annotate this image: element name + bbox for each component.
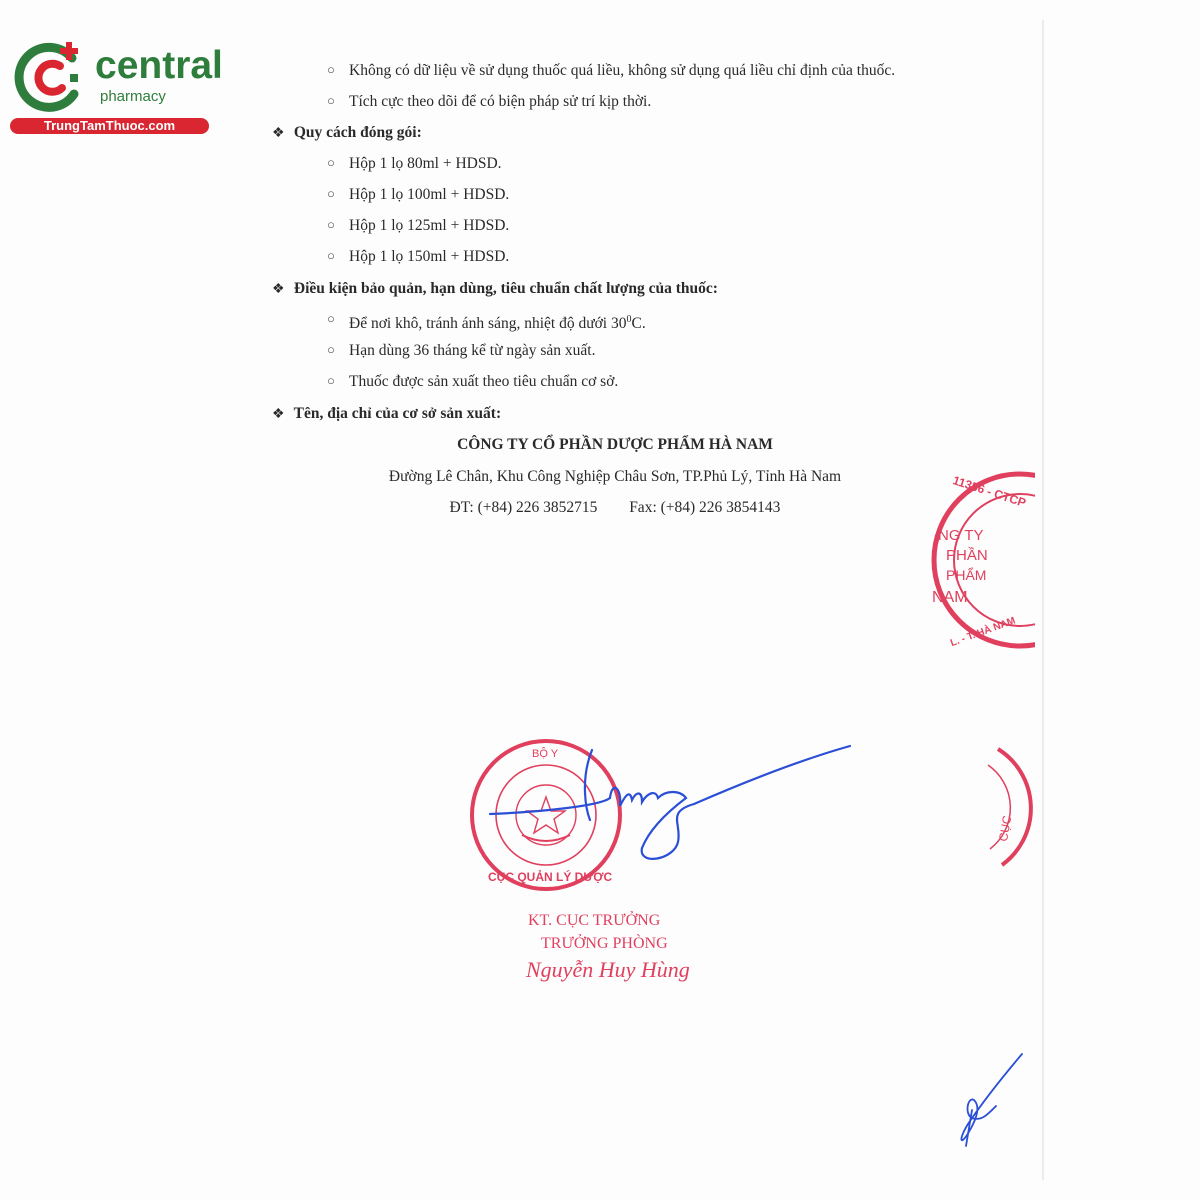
manufacturer-contact [200,498,1030,518]
signature-name: Nguyễn Huy Hùng [526,957,690,982]
packaging-heading-text: Quy cách đóng gói: [293,124,422,141]
manufacturer-name: CÔNG TY CỔ PHẦN DƯỢC PHẨM HÀ NAM [457,436,773,453]
bullet-icon: ○ [327,373,335,388]
packaging-item-1: Hộp 1 lọ 80ml + HDSD. [349,155,502,172]
pharmacy-cross-icon [10,36,90,116]
bullet-icon: ○ [327,342,335,357]
manufacturer-phone: ĐT: (+84) 226 3852715 [449,499,598,516]
bullet-icon: ○ [327,217,335,232]
manufacturer-heading-text: Tên, địa chỉ của cơ sở sản xuất: [293,405,502,422]
storage-heading-text: Điều kiện bảo quản, hạn dùng, tiêu chuẩn chất lượng của thuốc: [293,280,718,297]
storage-temp-text: Để nơi khô, tránh ánh sáng, nhiệt độ dưới 30 [349,315,627,333]
initial-signature [950,1050,1030,1150]
storage-item-shelf-life: Hạn dùng 36 tháng kể từ ngày sản xuất. [349,342,596,359]
director-signature [480,740,860,870]
signature-title-1: KT. CỤC TRƯỞNG [528,912,661,929]
bullet-icon: ○ [327,93,335,108]
storage-item-standard: Thuốc được sản xuất theo tiêu chuẩn cơ sở. [349,373,619,390]
packaging-item-3: Hộp 1 lọ 125ml + HDSD. [349,217,510,234]
company-stamp [920,470,1035,650]
manufacturer-address: Đường Lê Chân, Khu Công Nghiệp Châu Sơn, TP.Phủ Lý, Tỉnh Hà Nam [388,468,842,485]
storage-temp-sup: 0 [626,314,632,325]
logo-wordmark: central [95,44,223,87]
company-stamp-code: 11356 - CTCP [951,473,1028,510]
company-stamp-line-4: NAM [932,589,968,606]
storage-temp-unit: C. [631,315,646,333]
packaging-heading [272,123,422,144]
bullet-icon: ○ [327,311,335,326]
manufacturer-fax: Fax: (+84) 226 3854143 [629,499,781,516]
bullet-icon: ○ [327,155,335,170]
ministry-stamp-name: CỤC QUẢN LÝ DƯỢC [488,870,613,884]
company-stamp-line-1: NG TY [938,527,984,544]
bullet-icon: ○ [327,62,335,77]
bullet-icon: ○ [327,248,335,263]
bullet-icon: ○ [327,186,335,201]
overdose-item-2: Tích cực theo dõi để có biện pháp sử trí kịp thời. [349,93,652,110]
signature-title-2: TRƯỞNG PHÒNG [541,935,668,952]
diamond-bullet-icon: ❖ [272,282,285,297]
manufacturer-heading [272,404,501,425]
storage-item-temperature [349,310,646,334]
company-stamp-line-2: PHẦN [946,547,988,564]
company-stamp-line-3: PHẨM [946,567,987,583]
ministry-stamp-top: BỘ Y [532,748,559,760]
diamond-bullet-icon: ❖ [272,407,285,422]
packaging-item-2: Hộp 1 lọ 100ml + HDSD. [349,186,510,203]
partial-stamp [978,745,1038,870]
partial-stamp-text: CỤC [996,814,1015,843]
overdose-item-1: Không có dữ liệu về sử dụng thuốc quá liều, không sử dụng quá liều chỉ định của thuốc. [349,62,896,79]
packaging-item-4: Hộp 1 lọ 150ml + HDSD. [349,248,510,265]
company-stamp-location: L. - T. HÀ NAM [949,615,1018,650]
page-edge-shadow [1042,20,1044,1180]
logo-subtitle: pharmacy [100,88,166,105]
central-pharmacy-logo[interactable] [10,36,223,136]
diamond-bullet-icon: ❖ [272,126,285,141]
storage-heading [272,279,718,300]
logo-site-bar: TrungTamThuoc.com [10,118,209,134]
